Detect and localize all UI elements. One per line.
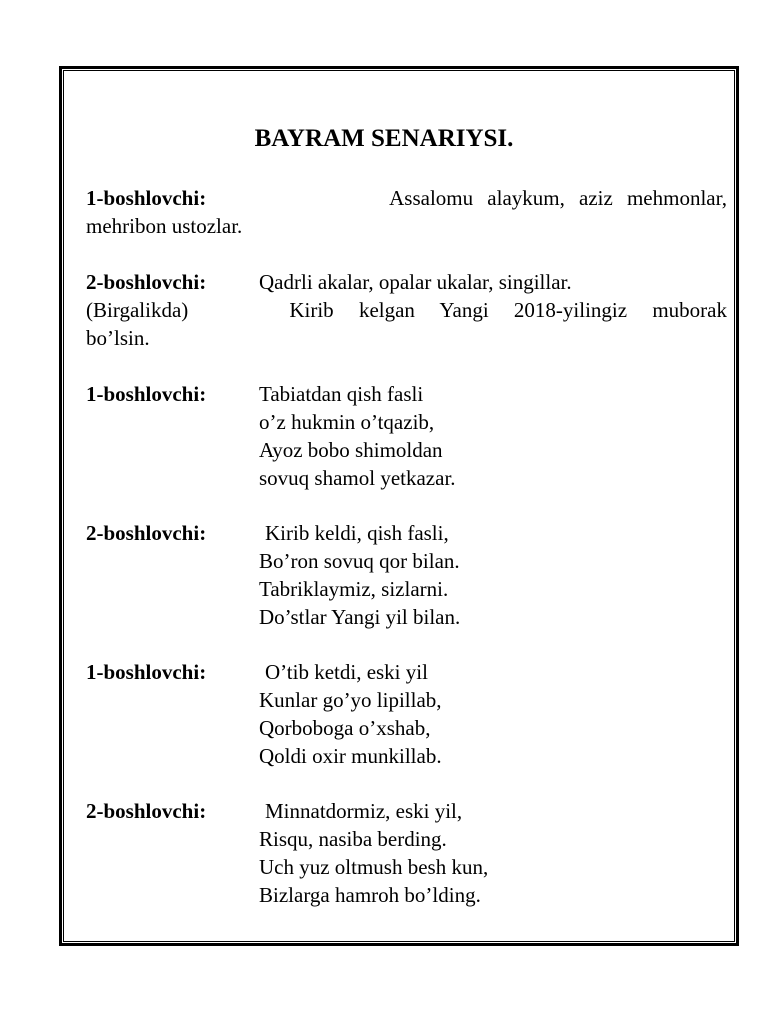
document-title: BAYRAM SENARIYSI. <box>254 125 514 152</box>
verse-1 <box>259 380 456 492</box>
verse-line: Ayoz bobo shimoldan <box>259 438 443 462</box>
verse-line: Bo’ron sovuq qor bilan. <box>259 549 460 573</box>
verse-line: Tabiatdan qish fasli <box>259 382 424 406</box>
speaker-label: 2-boshlovchi: <box>86 270 207 294</box>
verse-line: Qorboboga o’xshab, <box>259 716 431 740</box>
greeting-text: Qadrli akalar, opalar ukalar, singillar. <box>259 270 572 294</box>
verse-line: Bizlarga hamroh bo’lding. <box>259 883 481 907</box>
verse-line: Risqu, nasiba berding. <box>259 827 447 851</box>
together-continuation: bo’lsin. <box>86 326 150 350</box>
verse-1-speaker: 1-boshlovchi: <box>86 382 207 406</box>
verse-2 <box>259 519 460 631</box>
verse-2-speaker: 2-boshlovchi: <box>86 521 207 545</box>
verse-line: Do’stlar Yangi yil bilan. <box>259 605 461 629</box>
speaker-label: 1-boshlovchi: <box>86 186 207 210</box>
verse-line: Kunlar go’yo lipillab, <box>259 688 442 712</box>
verse-line: o’z hukmin o’tqazib, <box>259 410 435 434</box>
together-text: Kirib kelgan Yangi 2018-yilingiz muborak <box>289 298 727 322</box>
verse-line: Qoldi oxir munkillab. <box>259 744 442 768</box>
intro-line-1 <box>86 184 727 212</box>
verse-line: O’tib ketdi, eski yil <box>265 660 428 684</box>
greeting-line <box>86 268 727 296</box>
verse-line: Minnatdormiz, eski yil, <box>265 799 463 823</box>
verse-3 <box>259 658 442 770</box>
verse-3-speaker: 1-boshlovchi: <box>86 660 207 684</box>
verse-line: Tabriklaymiz, sizlarni. <box>259 577 449 601</box>
verse-4 <box>259 797 488 909</box>
verse-line: sovuq shamol yetkazar. <box>259 466 456 490</box>
intro-text: Assalomu alaykum, aziz mehmonlar, <box>389 186 728 210</box>
together-line <box>86 296 727 324</box>
intro-line-2: mehribon ustozlar. <box>86 214 243 238</box>
verse-line: Uch yuz oltmush besh kun, <box>259 855 489 879</box>
together-label: (Birgalikda) <box>86 298 189 322</box>
verse-4-speaker: 2-boshlovchi: <box>86 799 207 823</box>
verse-line: Kirib keldi, qish fasli, <box>265 521 449 545</box>
